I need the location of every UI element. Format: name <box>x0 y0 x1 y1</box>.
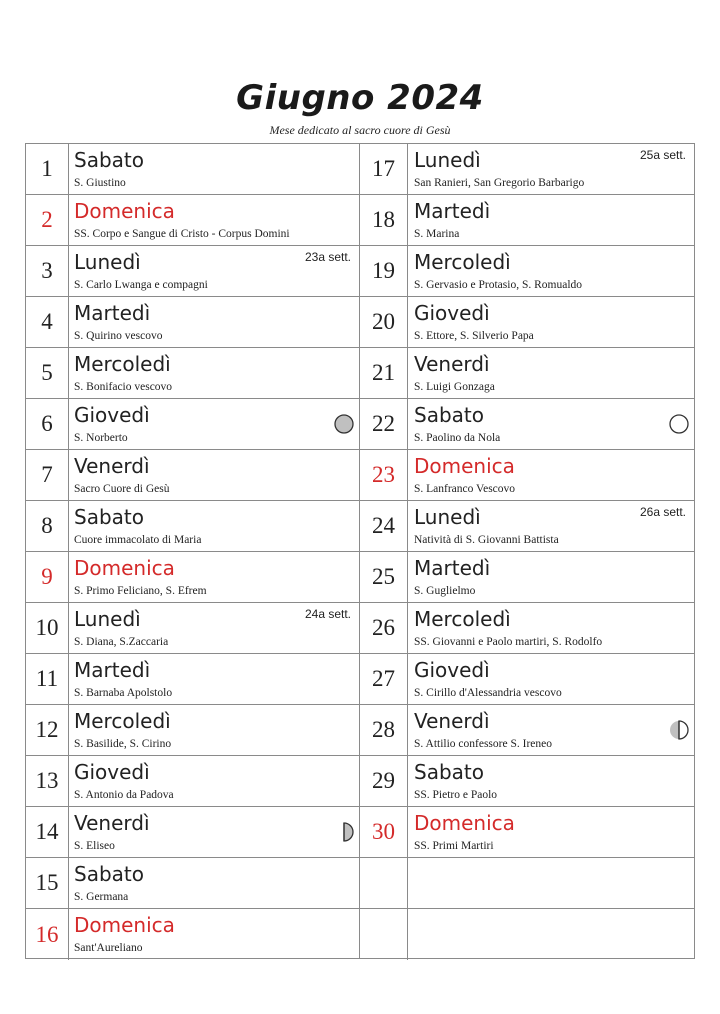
day-row <box>26 603 359 654</box>
day-number: 7 <box>26 450 69 500</box>
day-name: Venerdì <box>414 352 490 376</box>
day-number: 12 <box>26 705 69 755</box>
saint-name: S. Guglielmo <box>414 585 476 597</box>
day-row <box>26 348 359 399</box>
saint-name: Natività di S. Giovanni Battista <box>414 534 559 546</box>
day-number: 4 <box>26 297 69 347</box>
day-number: 9 <box>26 552 69 602</box>
saint-name: Cuore immacolato di Maria <box>74 534 202 546</box>
empty-day-cell <box>360 858 408 908</box>
day-row <box>360 756 694 807</box>
day-name: Sabato <box>74 505 144 529</box>
saint-name: S. Norberto <box>74 432 128 444</box>
day-row <box>360 552 694 603</box>
day-name: Sabato <box>414 760 484 784</box>
day-name: Domenica <box>74 199 175 223</box>
day-number: 1 <box>26 144 69 194</box>
day-number: 28 <box>360 705 408 755</box>
day-number: 8 <box>26 501 69 551</box>
day-number: 3 <box>26 246 69 296</box>
day-number: 21 <box>360 348 408 398</box>
day-name: Mercoledì <box>414 250 511 274</box>
calendar-column-left <box>26 144 360 958</box>
day-row <box>26 450 359 501</box>
day-number: 29 <box>360 756 408 806</box>
day-number: 30 <box>360 807 408 857</box>
saint-name: S. Germana <box>74 891 129 903</box>
saint-name: S. Luigi Gonzaga <box>414 381 495 393</box>
day-name: Giovedì <box>414 658 490 682</box>
week-number: 26a sett. <box>639 505 686 519</box>
day-number: 17 <box>360 144 408 194</box>
saint-name: S. Antonio da Padova <box>74 789 174 801</box>
saint-name: SS. Giovanni e Paolo martiri, S. Rodolfo <box>414 636 603 648</box>
first-quarter-moon-icon <box>334 822 354 842</box>
day-row <box>26 909 359 960</box>
saint-name: S. Ettore, S. Silverio Papa <box>414 330 534 342</box>
day-row <box>360 297 694 348</box>
saint-name: Sacro Cuore di Gesù <box>74 483 170 495</box>
day-row <box>26 756 359 807</box>
day-number: 13 <box>26 756 69 806</box>
day-name: Mercoledì <box>74 352 171 376</box>
day-name: Giovedì <box>74 760 150 784</box>
day-name: Domenica <box>74 913 175 937</box>
day-row <box>360 705 694 756</box>
day-number: 20 <box>360 297 408 347</box>
day-name: Venerdì <box>74 454 150 478</box>
last-quarter-moon-icon <box>669 720 689 740</box>
calendar-grid <box>25 143 695 959</box>
day-row <box>360 399 694 450</box>
day-name: Martedì <box>414 556 491 580</box>
day-row <box>360 807 694 858</box>
day-row <box>360 501 694 552</box>
saint-name: S. Bonifacio vescovo <box>74 381 173 393</box>
day-row <box>360 144 694 195</box>
day-number: 5 <box>26 348 69 398</box>
day-number: 16 <box>26 909 69 960</box>
day-name: Sabato <box>74 862 144 886</box>
day-number: 27 <box>360 654 408 704</box>
day-number: 22 <box>360 399 408 449</box>
saint-name: S. Eliseo <box>74 840 115 852</box>
day-row <box>360 348 694 399</box>
day-number: 26 <box>360 603 408 653</box>
saint-name: S. Giustino <box>74 177 126 189</box>
day-row <box>26 705 359 756</box>
day-name: Lunedì <box>414 505 481 529</box>
day-number: 24 <box>360 501 408 551</box>
day-row <box>360 246 694 297</box>
saint-name: S. Diana, S.Zaccaria <box>74 636 169 648</box>
day-name: Martedì <box>74 658 151 682</box>
day-row <box>26 654 359 705</box>
day-name: Lunedì <box>74 250 141 274</box>
saint-name: S. Basilide, S. Cirino <box>74 738 172 750</box>
saint-name: SS. Pietro e Paolo <box>414 789 498 801</box>
day-row <box>26 399 359 450</box>
day-row <box>26 501 359 552</box>
week-number: 24a sett. <box>304 607 351 621</box>
day-number: 19 <box>360 246 408 296</box>
day-name: Venerdì <box>414 709 490 733</box>
calendar-column-right <box>360 144 694 958</box>
empty-day-cell <box>360 909 408 960</box>
page-title: Giugno 2024 <box>236 78 484 118</box>
day-name: Giovedì <box>414 301 490 325</box>
saint-name: S. Gervasio e Protasio, S. Romualdo <box>414 279 583 291</box>
page-subtitle: Mese dedicato al sacro cuore di Gesù <box>269 123 451 137</box>
day-name: Sabato <box>74 148 144 172</box>
saint-name: S. Lanfranco Vescovo <box>414 483 516 495</box>
day-name: Martedì <box>414 199 491 223</box>
saint-name: S. Attilio confessore S. Ireneo <box>414 738 552 750</box>
day-name: Lunedì <box>74 607 141 631</box>
day-number: 6 <box>26 399 69 449</box>
day-name: Giovedì <box>74 403 150 427</box>
day-row <box>26 144 359 195</box>
saint-name: SS. Corpo e Sangue di Cristo - Corpus Domini <box>74 228 290 240</box>
day-name: Martedì <box>74 301 151 325</box>
saint-name: S. Barnaba Apolstolo <box>74 687 173 699</box>
day-row <box>26 807 359 858</box>
saint-name: S. Cirillo d'Alessandria vescovo <box>414 687 562 699</box>
empty-row <box>360 858 694 909</box>
day-name: Venerdì <box>74 811 150 835</box>
week-number: 25a sett. <box>639 148 686 162</box>
day-name: Domenica <box>414 454 515 478</box>
day-number: 14 <box>26 807 69 857</box>
day-row <box>360 603 694 654</box>
empty-row <box>360 909 694 960</box>
day-row <box>26 246 359 297</box>
day-number: 10 <box>26 603 69 653</box>
day-number: 2 <box>26 195 69 245</box>
full-moon-icon <box>669 414 689 434</box>
day-number: 18 <box>360 195 408 245</box>
day-name: Lunedì <box>414 148 481 172</box>
day-number: 11 <box>26 654 69 704</box>
day-row <box>26 552 359 603</box>
day-name: Sabato <box>414 403 484 427</box>
saint-name: SS. Primi Martiri <box>414 840 494 852</box>
day-row <box>360 654 694 705</box>
week-number: 23a sett. <box>304 250 351 264</box>
day-row <box>26 858 359 909</box>
saint-name: S. Carlo Lwanga e compagni <box>74 279 208 291</box>
day-row <box>26 195 359 246</box>
day-name: Mercoledì <box>74 709 171 733</box>
new-moon-icon <box>334 414 354 434</box>
day-name: Mercoledì <box>414 607 511 631</box>
day-row <box>360 195 694 246</box>
day-row <box>360 450 694 501</box>
saint-name: S. Marina <box>414 228 460 240</box>
saint-name: Sant'Aureliano <box>74 942 143 954</box>
day-number: 15 <box>26 858 69 908</box>
saint-name: San Ranieri, San Gregorio Barbarigo <box>414 177 585 189</box>
day-name: Domenica <box>414 811 515 835</box>
day-row <box>26 297 359 348</box>
day-name: Domenica <box>74 556 175 580</box>
saint-name: S. Primo Feliciano, S. Efrem <box>74 585 207 597</box>
day-number: 23 <box>360 450 408 500</box>
saint-name: S. Paolino da Nola <box>414 432 501 444</box>
day-number: 25 <box>360 552 408 602</box>
saint-name: S. Quirino vescovo <box>74 330 163 342</box>
